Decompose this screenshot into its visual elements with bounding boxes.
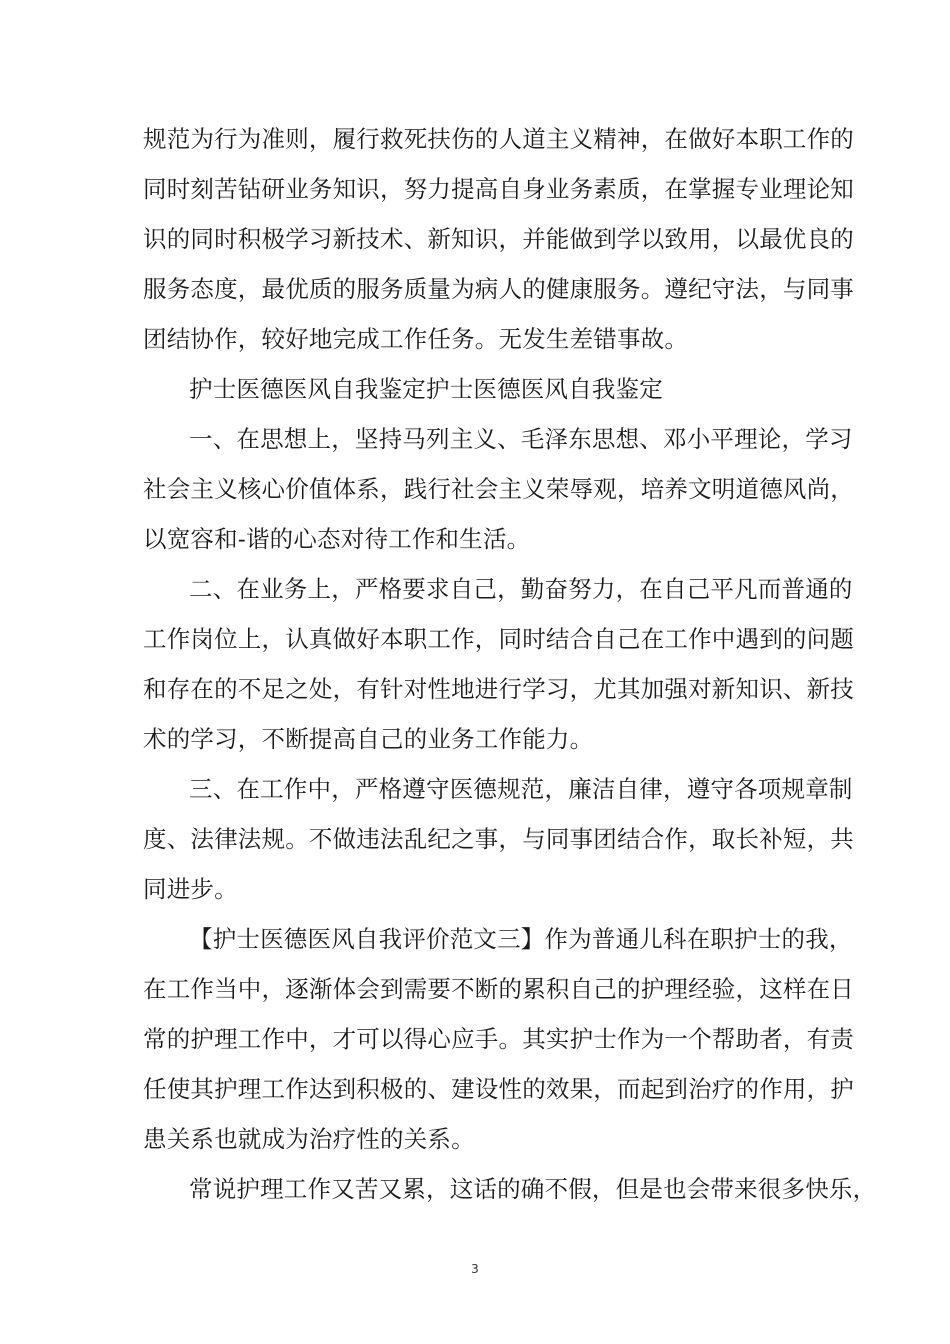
text-line: 二、在业务上，严格要求自己，勤奋努力，在自己平凡而普通的 [189, 575, 853, 603]
text-line: 任使其护理工作达到积极的、建设性的效果，而起到治疗的作用，护 [143, 1075, 854, 1103]
text-line: 团结协作，较好地完成工作任务。无发生差错事故。 [143, 325, 689, 353]
text-line: 度、法律法规。不做违法乱纪之事，与同事团结合作，取长补短，共 [143, 825, 854, 853]
text-line: 以宽容和-谐的心态对待工作和生活。 [143, 525, 531, 553]
text-line: 服务态度，最优质的服务质量为病人的健康服务。遵纪守法，与同事 [143, 275, 854, 303]
text-line: 规范为行为准则，履行救死扶伤的人道主义精神，在做好本职工作的 [143, 125, 854, 153]
text-line: 常的护理工作中，才可以得心应手。其实护士作为一个帮助者，有责 [143, 1025, 854, 1053]
section-heading: 护士医德医风自我鉴定护士医德医风自我鉴定 [189, 375, 663, 403]
text-line: 在工作当中，逐渐体会到需要不断的累积自己的护理经验，这样在日 [143, 975, 854, 1003]
text-line: 同时刻苦钻研业务知识，努力提高自身业务素质，在掌握专业理论知 [143, 175, 854, 203]
text-line: 识的同时积极学习新技术、新知识，并能做到学以致用，以最优良的 [143, 225, 854, 253]
text-line: 一、在思想上，坚持马列主义、毛泽东思想、邓小平理论，学习 [189, 425, 853, 453]
text-line: 术的学习，不断提高自己的业务工作能力。 [143, 725, 594, 753]
text-line: 患关系也就成为治疗性的关系。 [143, 1125, 475, 1153]
page-number: 3 [471, 1262, 479, 1276]
text-line: 社会主义核心价值体系，践行社会主义荣辱观，培养文明道德风尚， [143, 475, 854, 503]
text-line: 工作岗位上，认真做好本职工作，同时结合自己在工作中遇到的问题 [143, 625, 854, 653]
text-line: 同进步。 [143, 875, 238, 903]
text-line: 三、在工作中，严格遵守医德规范，廉洁自律，遵守各项规章制 [189, 775, 853, 803]
text-line: 【护士医德医风自我评价范文三】作为普通儿科在职护士的我， [189, 925, 853, 953]
text-line: 和存在的不足之处，有针对性地进行学习，尤其加强对新知识、新技 [143, 675, 854, 703]
text-line: 常说护理工作又苦又累，这话的确不假，但是也会带来很多快乐， [189, 1175, 877, 1203]
